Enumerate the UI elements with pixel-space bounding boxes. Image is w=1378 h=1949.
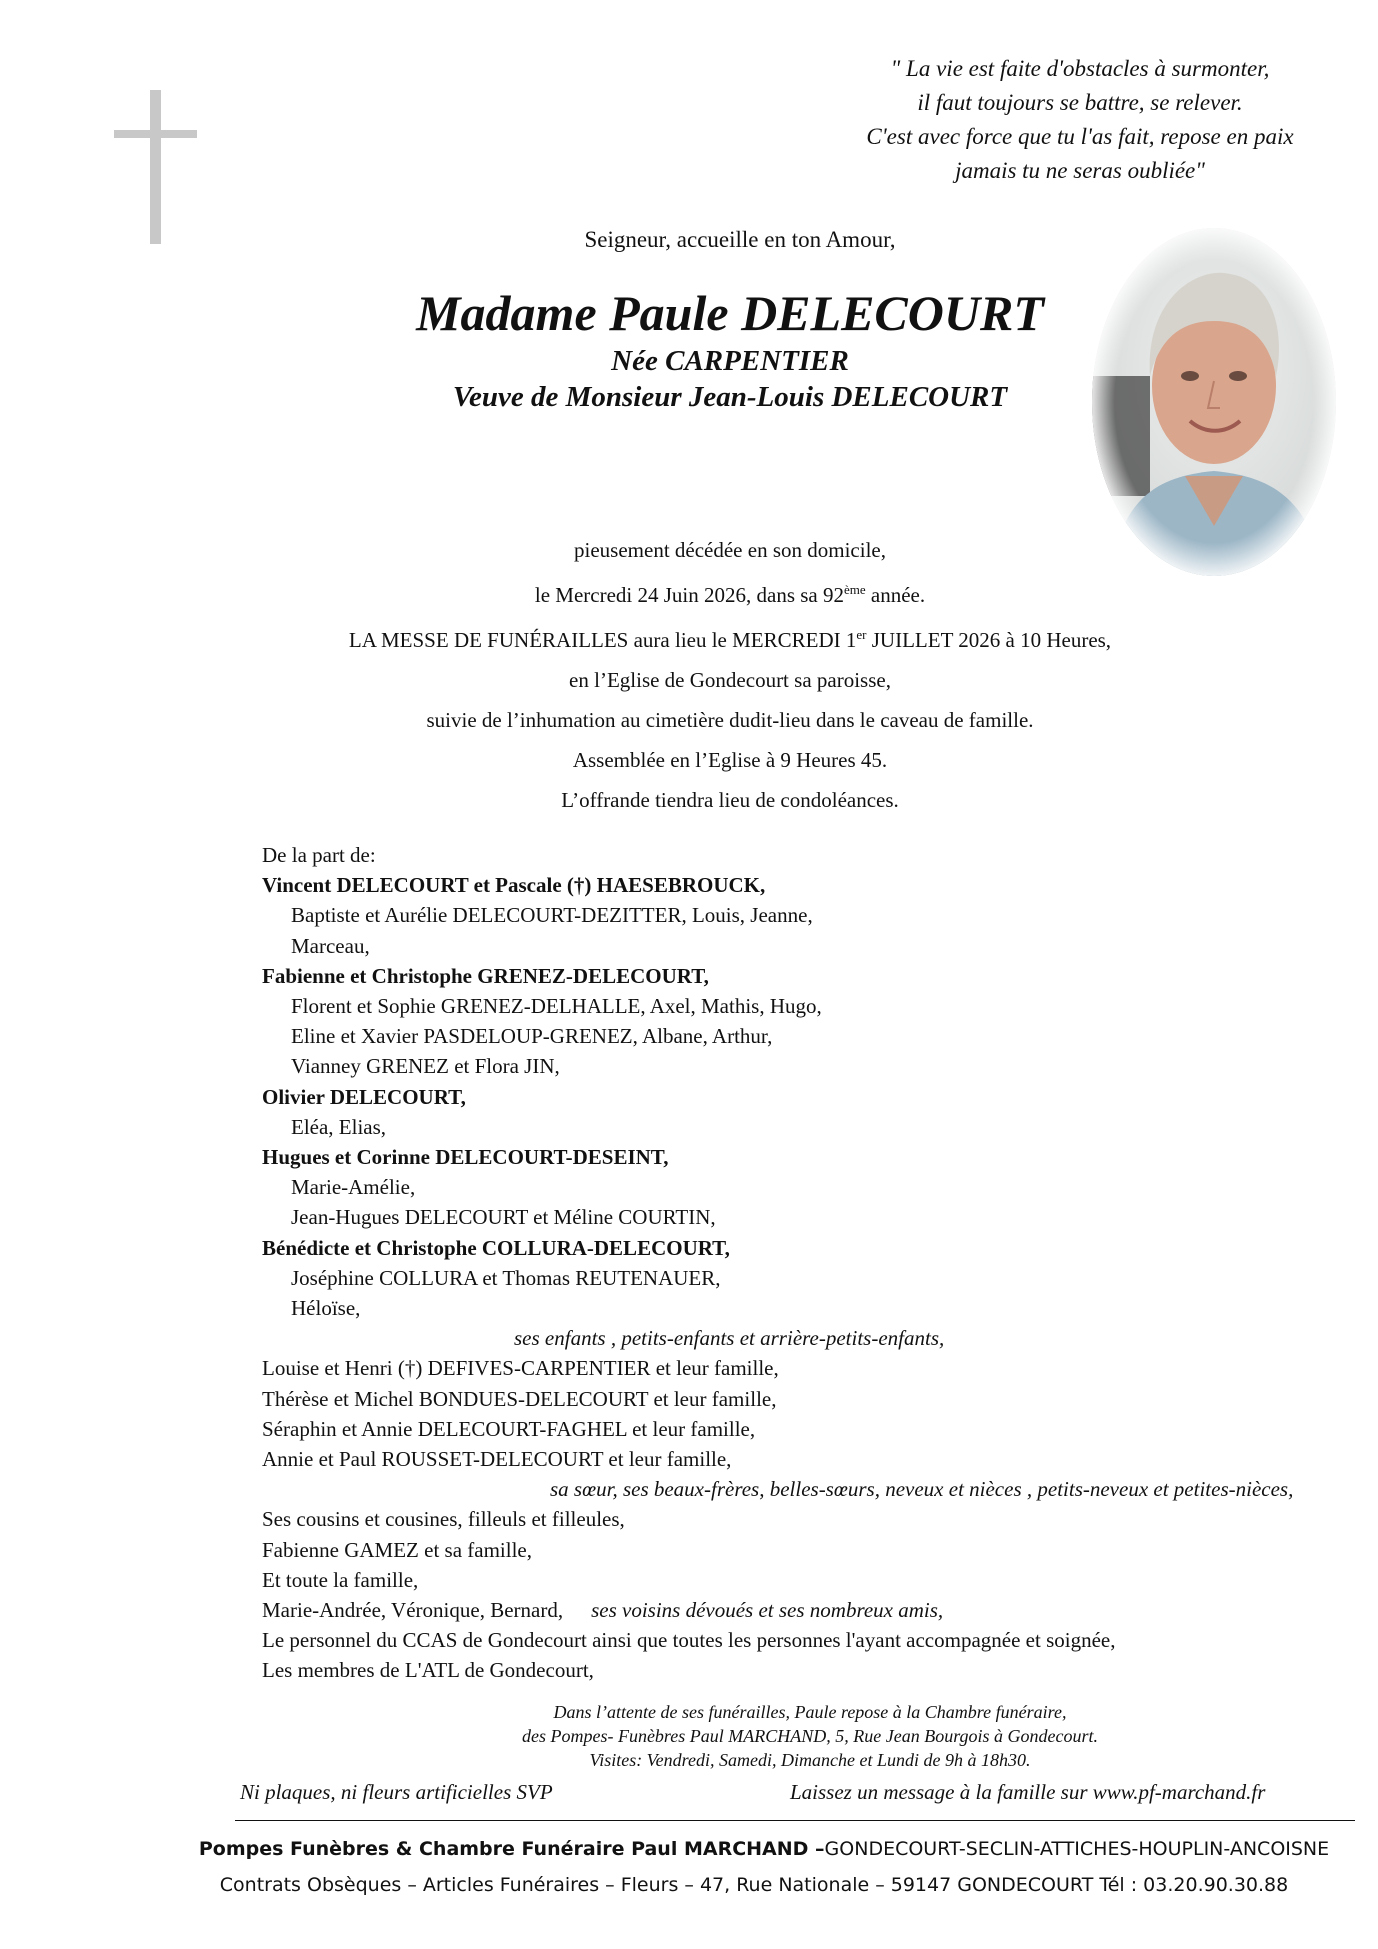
quote-line: jamais tu ne seras oubliée" [955,158,1205,183]
business-locations: GONDECOURT-SECLIN-ATTICHES-HOUPLIN-ANCOISNE [824,1838,1330,1860]
sibling-line: Annie et Paul ROUSSET-DELECOURT et leur famille, [262,1447,732,1472]
message-website-note: Laissez un message à la famille sur www.pf-marchand.fr [790,1780,1266,1804]
sibling-line: Thérèse et Michel BONDUES-DELECOURT et leur famille, [262,1386,777,1411]
relatives-line: Ses cousins et cousines, filleuls et filleules, [262,1507,625,1532]
relatives-line: Et toute la famille, [262,1567,419,1592]
sibling-line: Séraphin et Annie DELECOURT-FAGHEL et leur famille, [262,1416,756,1441]
repose-line: des Pompes- Funèbres Paul MARCHAND, 5, Rue Jean Bourgois à Gondecourt. [521,1726,1099,1746]
siblings-summary: sa sœur, ses beaux-frères, belles-sœurs, neveux et nièces , petits-neveux et petites-nièces, [550,1477,1294,1502]
business-contact-line: Contrats Obsèques – Articles Funéraires – Fleurs – 47, Rue Nationale – 59147 GONDECOURT Tél : 03.20.90.30.88 [219,1874,1289,1896]
cross-horizontal-bar [114,130,197,138]
no-flowers-note: Ni plaques, ni fleurs artificielles SVP [240,1780,553,1804]
family-member: Marceau, [291,933,370,958]
announcement-text: JUILLET 2026 à 10 Heures, [866,628,1112,652]
family-intro: De la part de: [262,843,376,867]
maiden-name: Née CARPENTIER [611,345,849,377]
invocation: Seigneur, accueille en ton Amour, [584,227,896,252]
announcement-line [260,615,1200,660]
announcement-text: le Mercredi 24 Juin 2026, dans sa 92 [534,583,844,607]
family-head: Fabienne et Christophe GRENEZ-DELECOURT, [262,963,709,988]
quote-line: C'est avec force que tu l'as fait, repose en paix [866,124,1294,149]
announcement-text: année. [865,583,926,607]
announcement-text: LA MESSE DE FUNÉRAILLES aura lieu le MERCREDI 1 [348,628,857,652]
announcement-line: pieusement décédée en son domicile, [574,538,886,562]
family-head: Hugues et Corinne DELECOURT-DESEINT, [262,1145,669,1170]
epitaph-quote [810,52,1350,188]
family-member: Jean-Hugues DELECOURT et Méline COURTIN, [291,1205,716,1230]
announcement-line [260,570,1200,615]
family-head: Bénédicte et Christophe COLLURA-DELECOURT, [262,1235,730,1260]
repose-notice [440,1700,1180,1772]
closing-line: Les membres de L'ATL de Gondecourt, [262,1658,594,1683]
family-member: Héloïse, [291,1296,361,1321]
announcement-line: Assemblée en l’Eglise à 9 Heures 45. [572,748,888,772]
announcement-line: L’offrande tiendra lieu de condoléances. [561,788,899,812]
announcement-line: en l’Eglise de Gondecourt sa paroisse, [569,668,891,692]
sibling-line: Louise et Henri (†) DEFIVES-CARPENTIER et leur famille, [262,1356,779,1381]
relatives-line: Fabienne GAMEZ et sa famille, [262,1537,533,1562]
family-head: Vincent DELECOURT et Pascale (†) HAESEBROUCK, [262,873,766,898]
quote-line: " La vie est faite d'obstacles à surmonter, [890,56,1270,81]
repose-line: Visites: Vendredi, Samedi, Dimanche et Lundi de 9h à 18h30. [589,1750,1031,1770]
deceased-name: Madame Paule DELECOURT [416,285,1044,341]
neighbors-caption: ses voisins dévoués et ses nombreux amis, [591,1598,944,1623]
business-name: Pompes Funèbres & Chambre Funéraire Paul MARCHAND – [198,1838,825,1860]
quote-line: il faut toujours se battre, se relever. [917,90,1243,115]
family-member: Florent et Sophie GRENEZ-DELHALLE, Axel, Mathis, Hugo, [291,994,822,1019]
family-member: Marie-Amélie, [291,1175,416,1200]
family-member: Eléa, Elias, [291,1114,387,1139]
divider [235,1820,1355,1821]
business-name-line [0,1838,1378,1860]
death-announcement [260,530,1200,820]
family-member: Joséphine COLLURA et Thomas REUTENAUER, [291,1265,721,1290]
family-member: Eline et Xavier PASDELOUP-GRENEZ, Albane, Arthur, [291,1024,773,1049]
ordinal-suffix: er [856,627,867,642]
family-list [262,840,1352,1686]
family-member: Vianney GRENEZ et Flora JIN, [291,1054,560,1079]
family-head: Olivier DELECOURT, [262,1084,466,1109]
repose-line: Dans l’attente de ses funérailles, Paule repose à la Chambre funéraire, [553,1702,1067,1722]
children-summary: ses enfants , petits-enfants et arrière-petits-enfants, [514,1326,945,1351]
cross-vertical-bar [150,90,161,244]
closing-line: Le personnel du CCAS de Gondecourt ainsi que toutes les personnes l'ayant accompagnée et soignée, [262,1628,1116,1653]
neighbors-line [262,1595,1352,1625]
family-member: Baptiste et Aurélie DELECOURT-DEZITTER, Louis, Jeanne, [291,903,813,928]
neighbors-names: Marie-Andrée, Véronique, Bernard, [262,1598,564,1623]
widow-of: Veuve de Monsieur Jean-Louis DELECOURT [452,381,1008,413]
portrait-photo [1090,226,1338,578]
announcement-line: suivie de l’inhumation au cimetière dudit-lieu dans le caveau de famille. [426,708,1034,732]
ordinal-suffix: ème [843,582,866,597]
